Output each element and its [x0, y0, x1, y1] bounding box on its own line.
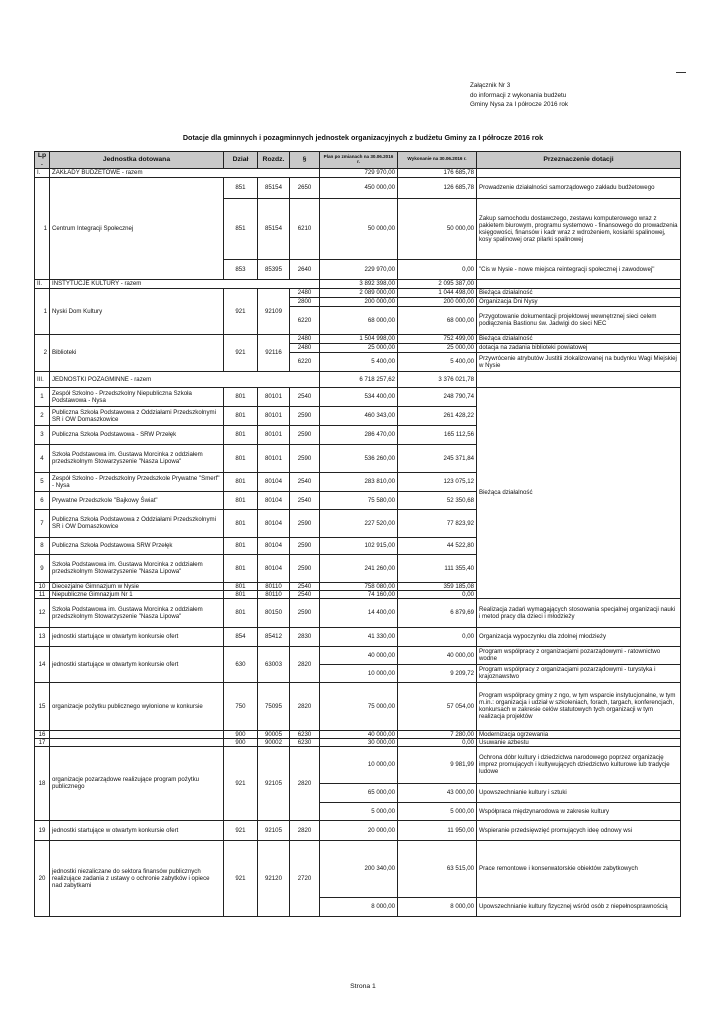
cell-lp: 7 — [35, 509, 50, 537]
cell-par: 2820 — [290, 682, 320, 730]
section-total-row — [35, 371, 681, 387]
cell-dzial: 801 — [224, 387, 258, 406]
table-row — [35, 288, 681, 297]
cell-par: 6220 — [290, 352, 320, 371]
cell-par: 6220 — [290, 306, 320, 334]
cell-dzial: 801 — [224, 425, 258, 444]
cell-wyk: 126 685,78 — [398, 177, 477, 198]
cell-plan: 68 000,00 — [320, 306, 398, 334]
cell-plan: 10 000,00 — [320, 746, 398, 783]
cell-par: 6230 — [290, 730, 320, 738]
cell-plan: 30 000,00 — [320, 738, 398, 746]
cell-rozdz: 92120 — [258, 840, 290, 916]
cell-purpose: Bieżąca działalność — [477, 387, 681, 598]
cell-unit: Zespół Szkolno - Przedszkolny Niepubliczna Szkoła Podstawowa - Nysa — [50, 387, 224, 406]
cell-par: 2480 — [290, 334, 320, 343]
cell-purpose: Realizacja zadań wymagających stosowania specjalnej organizacji nauki i metod pracy dla dzieci i młodzieży — [477, 598, 681, 627]
cell-lp: 20 — [35, 840, 50, 916]
cell-wyk: 123 075,12 — [398, 472, 477, 491]
cell-dzial: 801 — [224, 491, 258, 509]
cell-par: 2640 — [290, 259, 320, 279]
cell-wyk: 2 095 387,00 — [398, 279, 477, 288]
cell-purpose: Przygotowanie dokumentacji projektowej wewnętrznej sieci celem podłączenia Bastionu św. Jadwigi do sieci NEC — [477, 306, 681, 334]
cell-dzial: 801 — [224, 582, 258, 590]
cell-plan: 40 000,00 — [320, 646, 398, 664]
cell-lp: 4 — [35, 444, 50, 472]
cell-purpose: Upowszechnianie kultury i sztuki — [477, 783, 681, 802]
cell-lp: 1 — [35, 177, 50, 279]
cell-rozdz: 80150 — [258, 598, 290, 627]
cell-lp: 8 — [35, 537, 50, 554]
cell-lp: 5 — [35, 472, 50, 491]
cell-dzial: 851 — [224, 177, 258, 198]
cell-par: 2540 — [290, 582, 320, 590]
cell-purpose: Program współpracy z organizacjami pozarządowymi - ratownictwo wodne — [477, 646, 681, 664]
cell-unit: Zespół Szkolno - Przedszkolny Przedszkole Prywatne "Smerf" - Nysa — [50, 472, 224, 491]
table-row — [35, 682, 681, 730]
cell-par: 2590 — [290, 537, 320, 554]
cell-wyk: 3 376 021,78 — [398, 371, 477, 387]
cell-rozdz: 80104 — [258, 509, 290, 537]
cell-lp: 12 — [35, 598, 50, 627]
cell-plan: 534 400,00 — [320, 387, 398, 406]
cell-dzial: 801 — [224, 444, 258, 472]
cell-purpose: Organizacja Dni Nysy — [477, 297, 681, 306]
cell-dzial: 921 — [224, 746, 258, 820]
cell-par: 2540 — [290, 590, 320, 598]
cell-par: 2590 — [290, 598, 320, 627]
cell-par: 2820 — [290, 820, 320, 840]
cell-rozdz: 75095 — [258, 682, 290, 730]
cell-unit: organizacje pożytku publicznego wyłonione w konkursie — [50, 682, 224, 730]
cell-lp: 13 — [35, 627, 50, 646]
cell-lp: 9 — [35, 554, 50, 582]
cell-unit: Publiczna Szkoła Podstawowa z Oddziałami Przedszkolnymi SR i OW Domaszkowice — [50, 509, 224, 537]
cell-lp: 11 — [35, 590, 50, 598]
cell-par: 2800 — [290, 297, 320, 306]
cell-rozdz: 85395 — [258, 259, 290, 279]
cell-plan: 6 718 257,62 — [320, 371, 398, 387]
cell-lp: III. — [35, 371, 50, 387]
cell-purpose: Przywrócenie atrybutów Justitii zlokalizowanej na budynku Wagi Miejskiej w Nysie — [477, 352, 681, 371]
cell-lp: I. — [35, 168, 50, 177]
cell-wyk: 0,00 — [398, 259, 477, 279]
cell-purpose: Program współpracy gminy z ngo, w tym wsparcie instytucjonalne, w tym m.in.: organizacja i udział w szkoleniach, forach, targach, konferencjach, konkursach w zakresie celów statutowych tych organizacji w tym realizacja projektów — [477, 682, 681, 730]
cell-wyk: 0,00 — [398, 627, 477, 646]
cell-unit: Niepubliczne Gimnazjum Nr 1 — [50, 590, 224, 598]
cell-plan: 729 970,00 — [320, 168, 398, 177]
annex-note-line: do informacji z wykonania budżetu — [470, 91, 567, 99]
cell-dzial: 921 — [224, 334, 258, 371]
cell-unit: jednostki startujące w otwartym konkursie ofert — [50, 627, 224, 646]
cell-par: 2650 — [290, 177, 320, 198]
cell-unit: Centrum Integracji Społecznej — [50, 177, 224, 279]
col-header-unit: Jednostka dotowana — [50, 152, 224, 169]
cell-plan: 41 330,00 — [320, 627, 398, 646]
annex-note-line: Gminy Nysa za I półrocze 2016 rok — [470, 101, 568, 109]
cell-par: 2590 — [290, 554, 320, 582]
cell-lp: 2 — [35, 334, 50, 371]
cell-wyk: 5 400,00 — [398, 352, 477, 371]
table-row — [35, 738, 681, 746]
cell-purpose: Prowadzenie działalności samorządowego zakładu budżetowego — [477, 177, 681, 198]
cell-wyk: 111 355,40 — [398, 554, 477, 582]
cell-plan: 50 000,00 — [320, 198, 398, 259]
cell-par: 2590 — [290, 406, 320, 425]
cell-par: 2820 — [290, 746, 320, 820]
cell-lp: 17 — [35, 738, 50, 746]
cell-wyk: 11 950,00 — [398, 820, 477, 840]
cell-plan: 460 343,00 — [320, 406, 398, 425]
cell-lp: 1 — [35, 387, 50, 406]
cell-purpose: Organizacja wypoczynku dla zdolnej młodzieży — [477, 627, 681, 646]
cell-plan: 286 470,00 — [320, 425, 398, 444]
cell-wyk: 200 000,00 — [398, 297, 477, 306]
cell-unit: Publiczna Szkoła Podstawowa z Oddziałami Przedszkolnymi SR i OW Domaszkowice — [50, 406, 224, 425]
cell-wyk: 1 044 498,00 — [398, 288, 477, 297]
cell-unit: organizacje pozarządowe realizujące program pożytku publicznego — [50, 746, 224, 820]
cell-wyk: 52 350,68 — [398, 491, 477, 509]
cell-dzial: 801 — [224, 554, 258, 582]
cell-unit: Szkoła Podstawowa im. Gustawa Morcinka z oddziałem przedszkolnym Stowarzyszenie "Nasza Lipowa" — [50, 554, 224, 582]
section-total-row — [35, 279, 681, 288]
cell-purpose: Wspieranie przedsięwzięć promujących ideę odnowy wsi — [477, 820, 681, 840]
cell-plan: 241 260,00 — [320, 554, 398, 582]
cell-wyk: 165 112,56 — [398, 425, 477, 444]
cell-purpose: Program współpracy z organizacjami pozarządowymi - turystyka i krajoznawstwo — [477, 664, 681, 682]
cell-plan: 200 340,00 — [320, 840, 398, 897]
cell-plan: 8 000,00 — [320, 897, 398, 916]
cell-par: 2540 — [290, 491, 320, 509]
col-header-purpose: Przeznaczenie dotacji — [477, 152, 681, 169]
cell-wyk: 6 879,69 — [398, 598, 477, 627]
cell-lp: 16 — [35, 730, 50, 738]
col-header-wyk: Wykonanie na 30.06.2016 r. — [398, 152, 477, 169]
cell-plan: 229 970,00 — [320, 259, 398, 279]
cell-par: 2720 — [290, 840, 320, 916]
cell-rozdz: 90002 — [258, 738, 290, 746]
cell-rozdz: 80101 — [258, 444, 290, 472]
cell-par: 2830 — [290, 627, 320, 646]
cell-plan: 5 400,00 — [320, 352, 398, 371]
cell-dzial: 630 — [224, 646, 258, 682]
cell-rozdz: 80104 — [258, 554, 290, 582]
cell-rozdz: 80101 — [258, 425, 290, 444]
table-row — [35, 820, 681, 840]
cell-lp: 18 — [35, 746, 50, 820]
cell-rozdz: 80110 — [258, 590, 290, 598]
annex-note-line: Załącznik Nr 3 — [470, 82, 511, 89]
cell-rozdz: 80104 — [258, 472, 290, 491]
table-row — [35, 598, 681, 627]
cell-dzial: 750 — [224, 682, 258, 730]
cell-plan: 5 000,00 — [320, 802, 398, 820]
cell-plan: 2 089 000,00 — [320, 288, 398, 297]
cell-plan: 1 504 998,00 — [320, 334, 398, 343]
cell-lp: 10 — [35, 582, 50, 590]
cell-unit: Nyski Dom Kultury — [50, 288, 224, 334]
section-total-row — [35, 168, 681, 177]
cell-purpose: Bieżąca działalność — [477, 288, 681, 297]
cell-unit: jednostki startujące w otwartym konkursie ofert — [50, 646, 224, 682]
corner-mark — [676, 72, 686, 73]
cell-dzial: 900 — [224, 738, 258, 746]
cell-rozdz: 85154 — [258, 177, 290, 198]
cell-rozdz: 92105 — [258, 820, 290, 840]
cell-par: 2540 — [290, 387, 320, 406]
annex-note — [470, 81, 568, 110]
cell-plan: 74 160,00 — [320, 590, 398, 598]
cell-dzial: 801 — [224, 590, 258, 598]
cell-rozdz: 63003 — [258, 646, 290, 682]
table-row — [35, 730, 681, 738]
cell-wyk: 77 823,92 — [398, 509, 477, 537]
cell-dzial: 801 — [224, 537, 258, 554]
cell-plan: 75 000,00 — [320, 682, 398, 730]
cell-plan: 20 000,00 — [320, 820, 398, 840]
cell-wyk: 176 685,78 — [398, 168, 477, 177]
cell-unit: Szkoła Podstawowa im. Gustawa Morcinka z oddziałem przedszkolnym Stowarzyszenie "Nasza Lipowa" — [50, 598, 224, 627]
col-header-dzial: Dział — [224, 152, 258, 169]
cell-plan: 65 000,00 — [320, 783, 398, 802]
table-row — [35, 627, 681, 646]
cell-plan: 75 580,00 — [320, 491, 398, 509]
table-row — [35, 334, 681, 343]
cell-wyk: 9 209,72 — [398, 664, 477, 682]
cell-plan: 10 000,00 — [320, 664, 398, 682]
cell-dzial: 851 — [224, 198, 258, 259]
cell-purpose: Usuwanie azbestu — [477, 738, 681, 746]
col-header-plan: Plan po zmianach na 30.06.2016 r. — [320, 152, 398, 169]
cell-wyk: 261 428,22 — [398, 406, 477, 425]
cell-wyk: 9 981,99 — [398, 746, 477, 783]
cell-plan: 450 000,00 — [320, 177, 398, 198]
cell-wyk: 7 280,00 — [398, 730, 477, 738]
cell-plan: 536 260,00 — [320, 444, 398, 472]
cell-wyk: 0,00 — [398, 738, 477, 746]
cell-wyk: 248 790,74 — [398, 387, 477, 406]
cell-dzial: 801 — [224, 598, 258, 627]
cell-purpose: Upowszechnianie kultury fizycznej wśród osób z niepełnosprawnością — [477, 897, 681, 916]
cell-wyk: 63 515,00 — [398, 840, 477, 897]
cell-plan: 227 520,00 — [320, 509, 398, 537]
table-row — [35, 387, 681, 406]
table-row — [35, 746, 681, 783]
cell-wyk: 57 054,00 — [398, 682, 477, 730]
cell-wyk: 752 499,00 — [398, 334, 477, 343]
cell-plan: 102 915,00 — [320, 537, 398, 554]
cell-dzial: 801 — [224, 472, 258, 491]
cell-wyk: 5 000,00 — [398, 802, 477, 820]
cell-rozdz: 92116 — [258, 334, 290, 371]
cell-wyk: 68 000,00 — [398, 306, 477, 334]
cell-wyk: 43 000,00 — [398, 783, 477, 802]
cell-par: 6210 — [290, 198, 320, 259]
cell-unit: Szkoła Podstawowa im. Gustawa Morcinka z oddziałem przedszkolnym Stowarzyszenie "Nasza Lipowa" — [50, 444, 224, 472]
cell-wyk: 359 185,08 — [398, 582, 477, 590]
cell-rozdz: 85154 — [258, 198, 290, 259]
cell-purpose: Zakup samochodu dostawczego, zestawu komputerowego wraz z pakietem biurowym, programu systemowo - finansowego do prowadzenia księgowości, finansów i kadr wraz z wdrożeniem, kosiarki spalinowej, kosy spalinowej oraz pilarki spalinowej — [477, 198, 681, 259]
cell-unit: Publiczna Szkoła Podstawowa - SRW Przełęk — [50, 425, 224, 444]
table-row — [35, 840, 681, 897]
cell-plan: 283 810,00 — [320, 472, 398, 491]
cell-par: 2590 — [290, 425, 320, 444]
cell-par: 6230 — [290, 738, 320, 746]
cell-dzial: 853 — [224, 259, 258, 279]
cell-plan: 758 080,00 — [320, 582, 398, 590]
cell-unit: ZAKŁADY BUDŻETOWE - razem — [50, 168, 320, 177]
cell-plan: 25 000,00 — [320, 343, 398, 352]
cell-dzial: 921 — [224, 288, 258, 334]
cell-rozdz: 92109 — [258, 288, 290, 334]
cell-purpose: Współpraca międzynarodowa w zakresie kultury — [477, 802, 681, 820]
page-number: Strona 1 — [350, 983, 376, 990]
cell-par: 2590 — [290, 444, 320, 472]
col-header-par: § — [290, 152, 320, 169]
cell-dzial: 921 — [224, 840, 258, 916]
cell-par: 2480 — [290, 343, 320, 352]
cell-plan: 3 892 398,00 — [320, 279, 398, 288]
cell-unit: jednostki startujące w otwartym konkursie ofert — [50, 820, 224, 840]
table-row — [35, 646, 681, 664]
cell-wyk: 50 000,00 — [398, 198, 477, 259]
col-header-lp: Lp. — [35, 152, 50, 169]
cell-wyk: 245 371,84 — [398, 444, 477, 472]
cell-lp: 2 — [35, 406, 50, 425]
cell-wyk: 40 000,00 — [398, 646, 477, 664]
cell-dzial: 801 — [224, 406, 258, 425]
cell-plan: 200 000,00 — [320, 297, 398, 306]
cell-rozdz: 92105 — [258, 746, 290, 820]
cell-rozdz: 80104 — [258, 491, 290, 509]
cell-rozdz: 80104 — [258, 537, 290, 554]
cell-lp: 6 — [35, 491, 50, 509]
cell-rozdz: 80101 — [258, 406, 290, 425]
cell-rozdz: 85412 — [258, 627, 290, 646]
cell-par: 2590 — [290, 509, 320, 537]
cell-wyk: 44 522,80 — [398, 537, 477, 554]
cell-par: 2820 — [290, 646, 320, 682]
grants-table — [34, 151, 681, 917]
table-header-row — [35, 152, 681, 169]
cell-rozdz: 80110 — [258, 582, 290, 590]
cell-lp: 14 — [35, 646, 50, 682]
col-header-rozdz: Rozdz. — [258, 152, 290, 169]
cell-par: 2480 — [290, 288, 320, 297]
cell-lp: 15 — [35, 682, 50, 730]
cell-lp: 19 — [35, 820, 50, 840]
cell-lp: II. — [35, 279, 50, 288]
cell-wyk: 25 000,00 — [398, 343, 477, 352]
cell-dzial: 921 — [224, 820, 258, 840]
cell-purpose: dotacja na zadania biblioteki powiatowej — [477, 343, 681, 352]
cell-par: 2540 — [290, 472, 320, 491]
cell-dzial: 900 — [224, 730, 258, 738]
cell-purpose: Prace remontowe i konserwatorskie obiektów zabytkowych — [477, 840, 681, 897]
cell-purpose: Modernizacja ogrzewania — [477, 730, 681, 738]
cell-purpose: "Cis w Nysie - nowe miejsca reintegracji społecznej i zawodowej" — [477, 259, 681, 279]
cell-unit: jednostki niezaliczane do sektora finansów publicznych realizujące zadania z ustawy o ochronie zabytków i opiece nad zabytkami — [50, 840, 224, 916]
cell-wyk: 8 000,00 — [398, 897, 477, 916]
cell-unit: INSTYTUCJE KULTURY - razem — [50, 279, 320, 288]
cell-plan: 14 400,00 — [320, 598, 398, 627]
cell-purpose: Bieżąca działalność — [477, 334, 681, 343]
cell-lp: 3 — [35, 425, 50, 444]
table-row — [35, 177, 681, 198]
cell-unit: Diecezjalne Gimnazjum w Nysie — [50, 582, 224, 590]
cell-dzial: 854 — [224, 627, 258, 646]
cell-dzial: 801 — [224, 509, 258, 537]
cell-unit: Prywatne Przedszkole "Bajkowy Świat" — [50, 491, 224, 509]
cell-rozdz: 80101 — [258, 387, 290, 406]
cell-unit: Biblioteki — [50, 334, 224, 371]
cell-rozdz: 90005 — [258, 730, 290, 738]
cell-wyk: 0,00 — [398, 590, 477, 598]
cell-unit: JEDNOSTKI POZAGMINNE - razem — [50, 371, 320, 387]
cell-purpose: Ochrona dóbr kultury i dziedzictwa narodowego poprzez organizację imprez promujących i kultywujących dziedzictwo kulturowe lub tradycje ludowe — [477, 746, 681, 783]
cell-plan: 40 000,00 — [320, 730, 398, 738]
cell-lp: 1 — [35, 288, 50, 334]
document-title: Dotacje dla gminnych i pozagminnych jednostek organizacyjnych z budżetu Gminy za I półrocze 2016 rok — [182, 133, 544, 142]
cell-unit: Publiczna Szkoła Podstawowa SRW Przełęk — [50, 537, 224, 554]
